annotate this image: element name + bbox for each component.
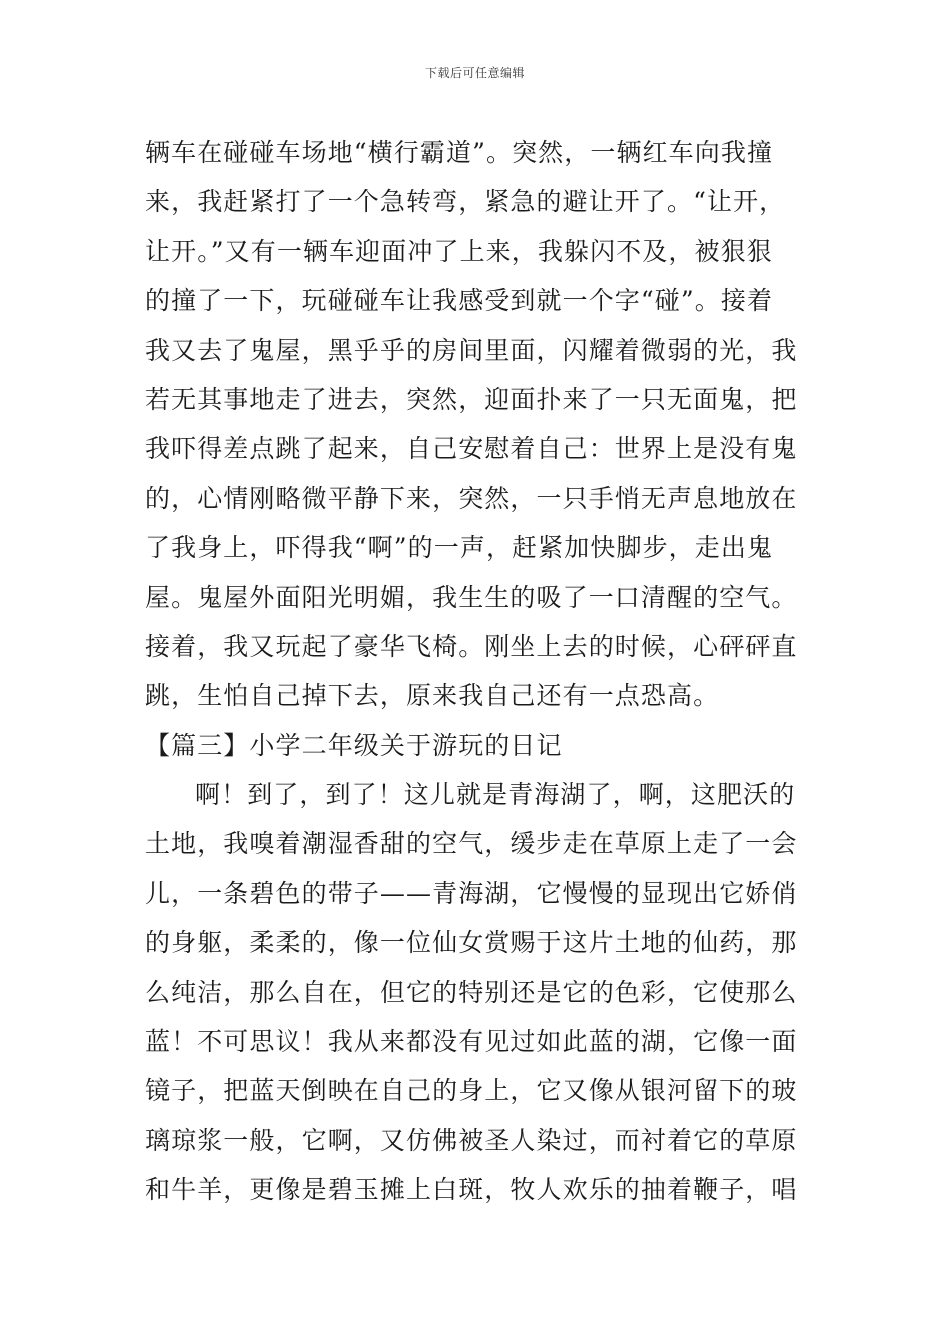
section-paragraph-line: 么纯洁，那么自在，但它的特别还是它的色彩，它使那么 [145,977,798,1007]
paragraph-line: 辆车在碰碰车场地“横行霸道”。突然，一辆红车向我撞 [145,138,774,167]
section-paragraph-line: 蓝！不可思议！我从来都没有见过如此蓝的湖，它像一面 [145,1027,798,1057]
paragraph-line: 的撞了一下，玩碰碰车让我感受到就一个字“碰”。接着 [145,286,774,316]
section-paragraph-line: 儿，一条碧色的带子——青海湖，它慢慢的显现出它娇俏 [145,878,798,908]
paragraph-line: 让开。”又有一辆车迎面冲了上来，我躲闪不及，被狠狠 [145,236,773,266]
paragraph-line: 我吓得差点跳了起来，自己安慰着自己：世界上是没有鬼 [145,434,798,464]
section-paragraph-line: 土地，我嗅着潮湿香甜的空气，缓步走在草原上走了一会 [145,829,798,859]
paragraph-line: 的，心情刚略微平静下来，突然，一只手悄无声息地放在 [145,483,798,513]
paragraph-line: 我又去了鬼屋，黑乎乎的房间里面，闪耀着微弱的光，我 [145,335,798,365]
document-body [145,128,815,1215]
paragraph-line: 接着，我又玩起了豪华飞椅。刚坐上去的时候，心砰砰直 [145,631,798,661]
paragraph-line: 屋。鬼屋外面阳光明媚，我生生的吸了一口清醒的空气。 [145,582,798,612]
section-heading: 【篇三】小学二年级关于游玩的日记 [145,730,563,760]
paragraph-line: 来，我赶紧打了一个急转弯，紧急的避让开了。“让开， [145,187,786,217]
section-paragraph-line: 璃琼浆一般，它啊，又仿佛被圣人染过，而衬着它的草原 [145,1125,798,1155]
page-header: 下载后可任意编辑 [424,66,525,80]
section-paragraph-line: 和牛羊，更像是碧玉摊上白斑，牧人欢乐的抽着鞭子，唱 [145,1175,798,1205]
section-paragraph-line: 啊！到了，到了！这儿就是青海湖了，啊，这肥沃的 [195,780,796,810]
paragraph-line: 若无其事地走了进去，突然，迎面扑来了一只无面鬼，把 [145,384,798,414]
paragraph-line: 了我身上，吓得我“啊”的一声，赶紧加快脚步，走出鬼 [145,533,774,563]
section-paragraph-line: 镜子，把蓝天倒映在自己的身上，它又像从银河留下的玻 [145,1076,798,1106]
section-paragraph-line: 的身躯，柔柔的，像一位仙女赏赐于这片土地的仙药，那 [145,928,798,958]
paragraph-line: 跳，生怕自己掉下去，原来我自己还有一点恐高。 [145,681,720,711]
